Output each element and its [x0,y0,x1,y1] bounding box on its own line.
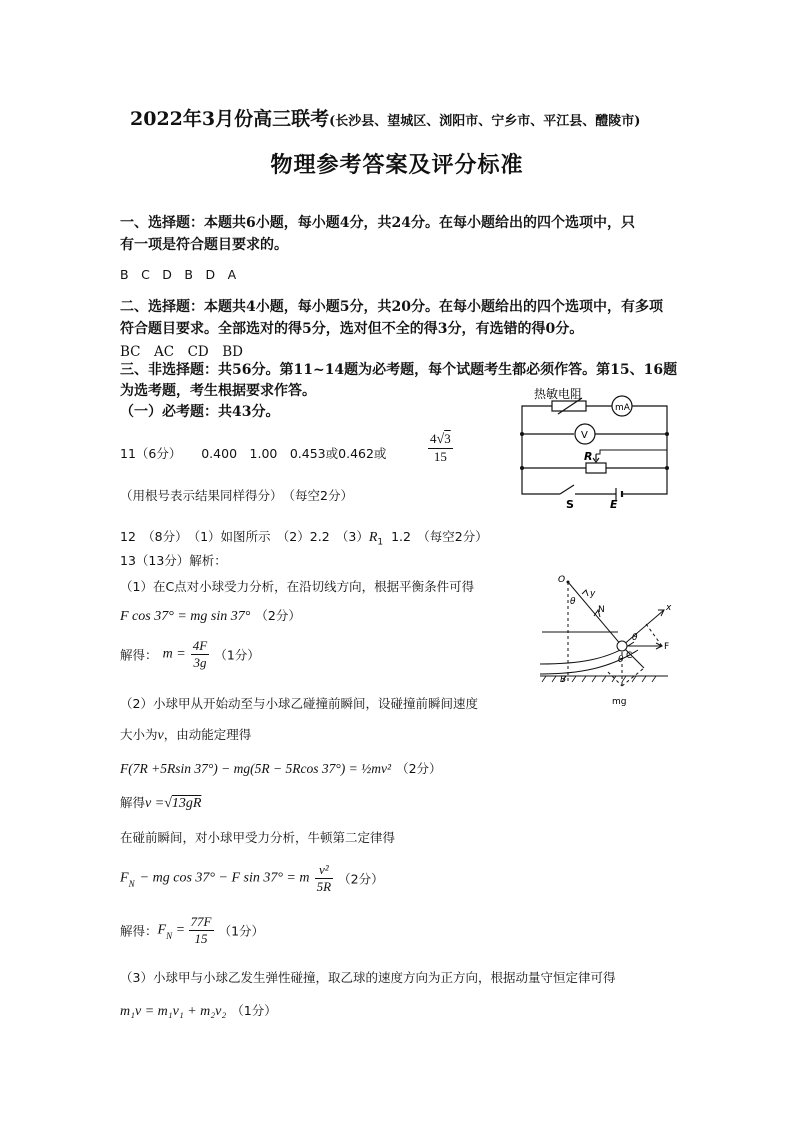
q13-solve3-eq: = [172,922,189,938]
origin-label: O [558,575,566,585]
voltmeter-label: V [581,430,588,441]
q13-eq1-score: （2分） [255,608,301,623]
part2-answers: BC AC CD BD [120,344,243,360]
q11-label: 11（6分） [120,446,182,461]
q13-eq3-f: F [120,870,129,886]
q13-part2-v: v [157,728,164,743]
circuit-diagram [512,386,672,510]
rheostat-label: R [584,450,593,463]
q13-solve3-sub: N [166,931,173,942]
q13-part4-text: （3）小球甲与小球乙发生弹性碰撞，取乙球的速度方向为正方向，根据动量守恒定律可得 [120,970,616,985]
exam-title-main: 2022年3月份高三联考 [130,108,330,130]
angle-label-bottom: θ [618,655,624,665]
part2-heading-line2: 符合题目要求。全部选对的得5分，选对但不全的得3分，有选错的得0分。 [120,321,584,337]
switch [560,485,574,494]
q13-eq4: m₁v = m₁v₁ + m₂v₂ [120,1004,227,1019]
force-diagram [538,572,678,712]
q11-line [120,444,386,462]
battery-label: E [610,498,618,510]
q13-part2-text3: ，由动能定理得 [163,727,252,742]
switch-label: S [566,498,574,510]
q13-part3-text: 在碰前瞬间，对小球甲受力分析，牛顿第二定律得 [120,830,396,845]
q13-eq4-score: （1分） [231,1003,277,1018]
q13-part1-text: （1）在C点对小球受力分析，在沿切线方向，根据平衡条件可得 [120,579,475,594]
angle-label-top: θ [570,597,576,607]
q11-fraction-denominator: 15 [433,449,447,464]
q11-values: 0.400 1.00 0.453或0.462或 [201,446,387,461]
q12-r1: R [368,530,378,545]
q12-label: 12 （8分） （1）如图所示 （2）2.2 （3） [120,529,369,544]
thermistor-label: 热敏电阻 [534,387,583,401]
q13-eq3-sub: N [128,879,135,890]
part1-heading-line2: 有一项是符合题目要求的。 [120,237,288,253]
q13-solve1-score: （1分） [214,647,260,663]
force-label: F [664,642,670,652]
q13-eq2-line [120,758,442,777]
q13-eq3-line [120,862,384,895]
rheostat [586,463,606,473]
q13-part2-text2-line [120,725,251,744]
q13-eq1: F cos 37° = mg sin 37° [120,609,251,624]
q13-eq4-line [120,1000,277,1020]
part3-required: （一）必考题：共43分。 [120,404,280,420]
q13-eq2-score: （2分） [396,761,442,776]
exam-title-counties: (长沙县、望城区、浏阳市、宁乡市、平江县、醴陵市) [329,114,641,129]
q13-eq1-line [120,605,301,625]
q13-eq2: F(7R +5Rsin 37°) − mg(5R − 5Rcos 37°) = ½mv² [120,761,391,776]
q13-solve2-label: 解得 [120,795,146,810]
q13-eq3-score: （2分） [338,871,384,887]
part2-heading-line1: 二、选择题：本题共4小题，每小题5分，共20分。在每小题给出的四个选项中，有多项 [120,299,663,315]
q12-r1-subscript: 1 [377,537,384,548]
q13-eq3-denominator: 5R [316,879,332,894]
q13-solve2-line: 解得v =√13gR [120,795,202,811]
q13-eq3-mid: − mg cos 37° − F sin 37° = m [139,870,310,886]
exam-title [130,104,640,131]
q13-part2-text2: 大小为 [120,727,158,742]
q13-solve1-line [120,638,260,671]
part1-heading-line1: 一、选择题：本题共6小题，每小题4分，共24分。在每小题给出的四个选项中，只 [120,215,635,231]
q12-line [120,527,488,548]
point-c-label: C [626,651,633,661]
q11-fraction [428,431,453,465]
q11-note: （用根号表示结果同样得分） （每空2分） [120,488,353,503]
part1-answers: B C D B D A [120,267,237,282]
normal-force-label: N [598,605,605,615]
q13-solve1-lhs: m = [162,646,186,662]
q13-solve3-label: 解得： [120,923,158,939]
q13-solve3-line [120,914,264,947]
x-axis-label: x [666,603,672,613]
ball [617,641,627,651]
q13-solve3-denominator: 15 [194,931,208,946]
q11-fraction-numerator: 4√3 [430,431,451,447]
q13-solve2-radicand: 13gR [171,796,202,811]
part3-heading-line1: 三、非选择题：共56分。第11~14题为必考题，每个试题考生都必须作答。第15、16题 [120,362,678,378]
q13-solve3-score: （1分） [218,923,265,939]
q13-eq3-numerator: v² [315,862,333,879]
q12-tail: 1.2 （每空2分） [391,529,488,544]
exam-subtitle: 物理参考答案及评分标准 [270,152,524,178]
ammeter-label: mA [615,403,630,413]
q13-solve1-numerator: 4F [192,638,208,653]
part3-heading-line2: 为选考题，考生根据要求作答。 [120,383,316,399]
q13-solve1-label: 解得： [120,647,158,663]
q13-label: 13（13分）解析： [120,553,227,568]
q13-solve3-lhs: F [157,922,167,938]
y-axis-label: y [590,589,596,599]
angle-label-right: θ [632,633,638,643]
q13-solve3-numerator: 77F [190,914,212,929]
q13-solve1-denominator: 3g [193,655,207,670]
point-b-label: B [560,675,567,685]
gravity-label: mg [612,697,627,707]
q13-solve2-lhs: v = [145,796,165,811]
q13-part2-text1: （2）小球甲从开始动至与小球乙碰撞前瞬间，设碰撞前瞬间速度 [120,696,478,711]
